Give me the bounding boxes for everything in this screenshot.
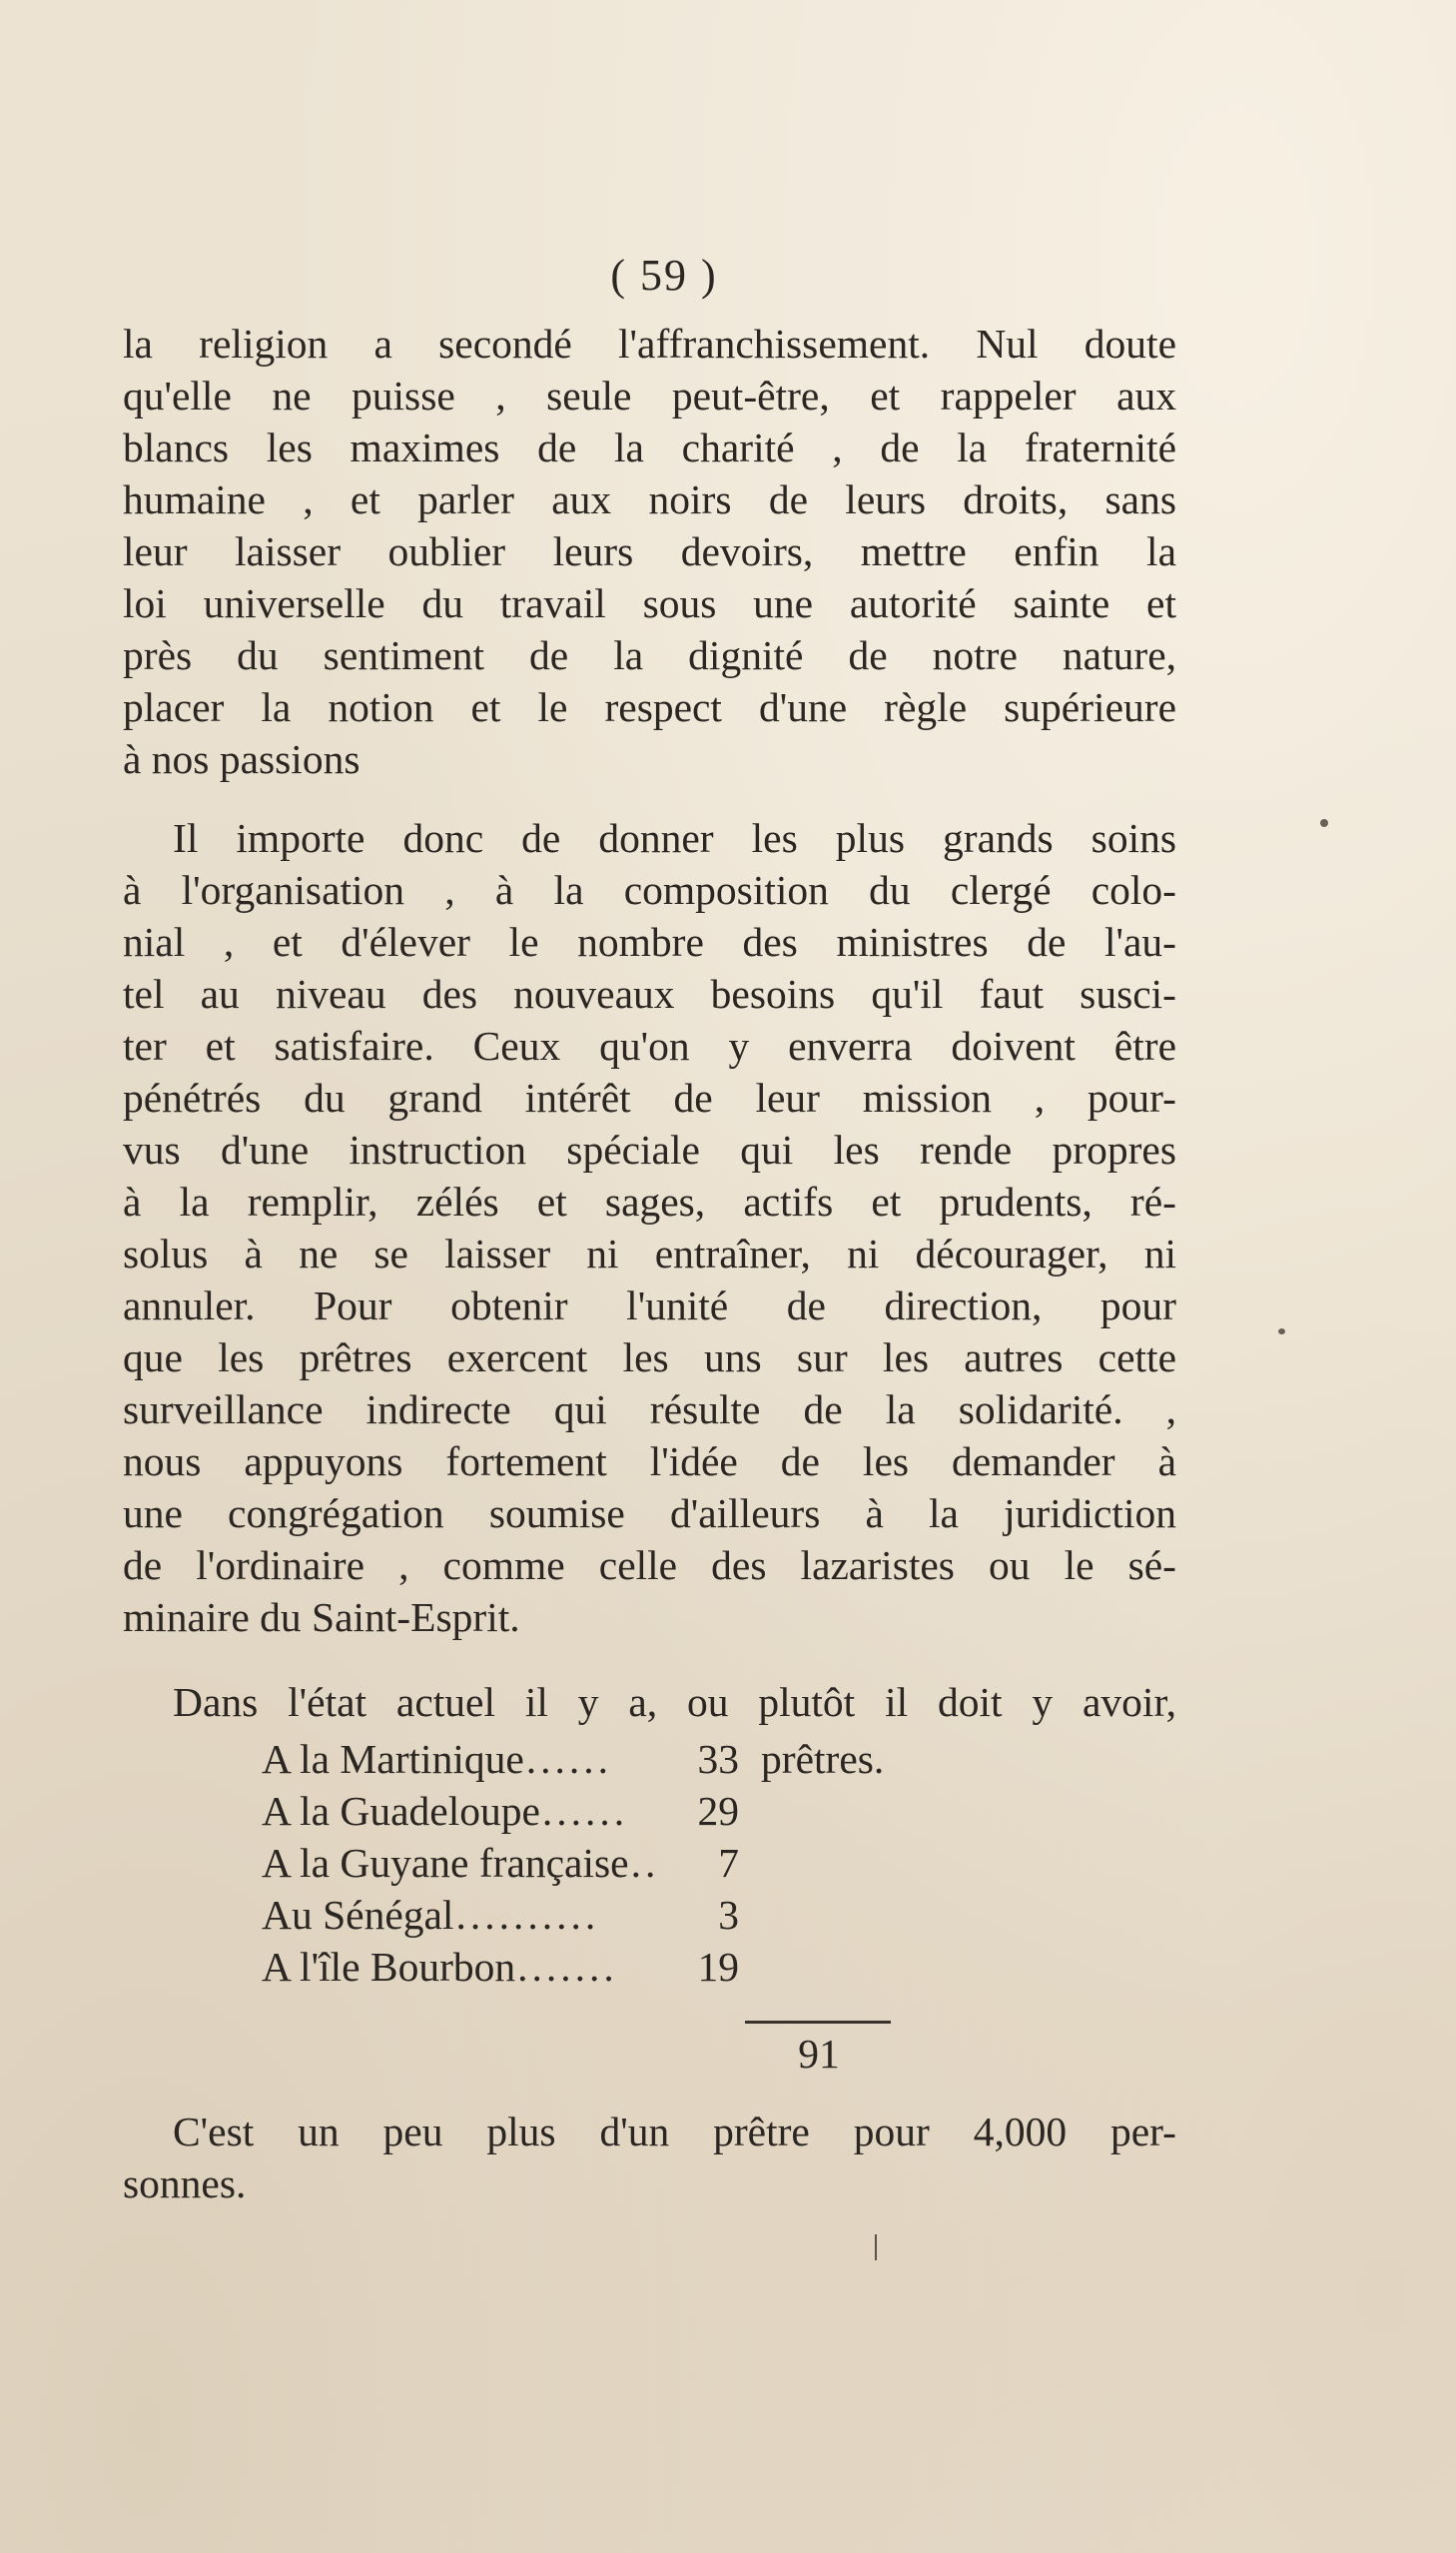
paragraph-clergy-organisation <box>123 812 1176 1643</box>
text-line: près du sentiment de la dignité de notre nature, <box>123 632 1176 678</box>
priest-count-table <box>262 1733 901 1993</box>
text-line: annuler. Pour obtenir l'unité de direction, pour <box>123 1282 1176 1328</box>
count-unit <box>745 1889 901 1941</box>
page-number: ( 59 ) <box>610 251 718 300</box>
ink-mark <box>875 2234 877 2260</box>
text-line: Dans l'état actuel il y a, ou plutôt il doit y avoir, <box>173 1679 1176 1725</box>
text-line: solus à ne se laisser ni entraîner, ni décourager, ni <box>123 1231 1176 1276</box>
count-unit <box>745 1837 901 1889</box>
colony-name: A l'île Bourbon <box>262 1944 516 1990</box>
text-line: Il importe donc de donner les plus grands soins <box>173 815 1176 861</box>
leader-dots: .. <box>630 1840 659 1886</box>
table-row <box>262 1941 901 1993</box>
text-line: ter et satisfaire. Ceux qu'on y enverra doivent être <box>123 1023 1176 1069</box>
priest-count: 3 <box>718 1892 739 1938</box>
count-unit <box>745 1941 901 1993</box>
text-line: leur laisser oublier leurs devoirs, mettre enfin la <box>123 528 1176 574</box>
priest-count: 7 <box>718 1840 739 1886</box>
text-line: C'est un peu plus d'un prêtre pour 4,000 per- <box>173 2109 1176 2154</box>
count-unit: prêtres. <box>761 1736 885 1782</box>
table-row <box>262 1785 901 1837</box>
text-line: qu'elle ne puisse , seule peut-être, et rappeler aux <box>123 373 1176 419</box>
leader-dots: ....... <box>517 1944 618 1990</box>
leader-dots: ...... <box>541 1788 629 1834</box>
text-line: une congrégation soumise d'ailleurs à la juridiction <box>123 1490 1176 1536</box>
text-line: de l'ordinaire , comme celle des lazaristes ou le sé- <box>123 1542 1176 1588</box>
text-line: surveillance indirecte qui résulte de la solidarité. , <box>123 1386 1176 1432</box>
text-line: la religion a secondé l'affranchissement. Nul doute <box>123 321 1176 367</box>
text-line: humaine , et parler aux noirs de leurs droits, sans <box>123 476 1176 522</box>
table-row <box>262 1889 901 1941</box>
leader-dots: .......... <box>455 1892 600 1938</box>
text-line: à nos passions <box>123 736 361 782</box>
text-line: nial , et d'élever le nombre des ministres de l'au- <box>123 919 1176 965</box>
sum-rule <box>745 2021 891 2024</box>
leader-dots: ...... <box>525 1736 613 1782</box>
text-line: blancs les maximes de la charité , de la fraternité <box>123 425 1176 470</box>
paragraph-current-state <box>123 1676 1176 1728</box>
colony-name: A la Guyane française <box>262 1840 629 1886</box>
text-line: placer la notion et le respect d'une règle supérieure <box>123 684 1176 730</box>
priest-count: 19 <box>697 1944 739 1990</box>
text-line: que les prêtres exercent les uns sur les autres cette <box>123 1334 1176 1380</box>
colony-name: Au Sénégal <box>262 1892 454 1938</box>
text-line: minaire du Saint-Esprit. <box>123 1594 520 1640</box>
table-row <box>262 1837 901 1889</box>
paper-speck <box>1320 819 1328 827</box>
priest-count: 33 <box>697 1736 739 1782</box>
text-line: pénétrés du grand intérêt de leur mission , pour- <box>123 1075 1176 1121</box>
text-line: à l'organisation , à la composition du clergé colo- <box>123 867 1176 913</box>
paragraph-religion <box>123 318 1176 785</box>
priest-count: 29 <box>697 1788 739 1834</box>
table-row <box>262 1733 901 1785</box>
text-line: sonnes. <box>123 2160 247 2206</box>
paper-speck <box>1278 1328 1285 1334</box>
count-unit <box>745 1785 901 1837</box>
colony-name: A la Guadeloupe <box>262 1788 540 1834</box>
text-line: nous appuyons fortement l'idée de les demander à <box>123 1438 1176 1484</box>
text-line: vus d'une instruction spéciale qui les rende propres <box>123 1127 1176 1173</box>
text-line: à la remplir, zélés et sages, actifs et prudents, ré- <box>123 1179 1176 1225</box>
priest-total: 91 <box>798 2031 840 2077</box>
colony-name: A la Martinique <box>262 1736 524 1782</box>
paragraph-ratio <box>123 2106 1176 2209</box>
text-line: loi universelle du travail sous une autorité sainte et <box>123 580 1176 626</box>
text-line: tel au niveau des nouveaux besoins qu'il faut susci- <box>123 971 1176 1017</box>
